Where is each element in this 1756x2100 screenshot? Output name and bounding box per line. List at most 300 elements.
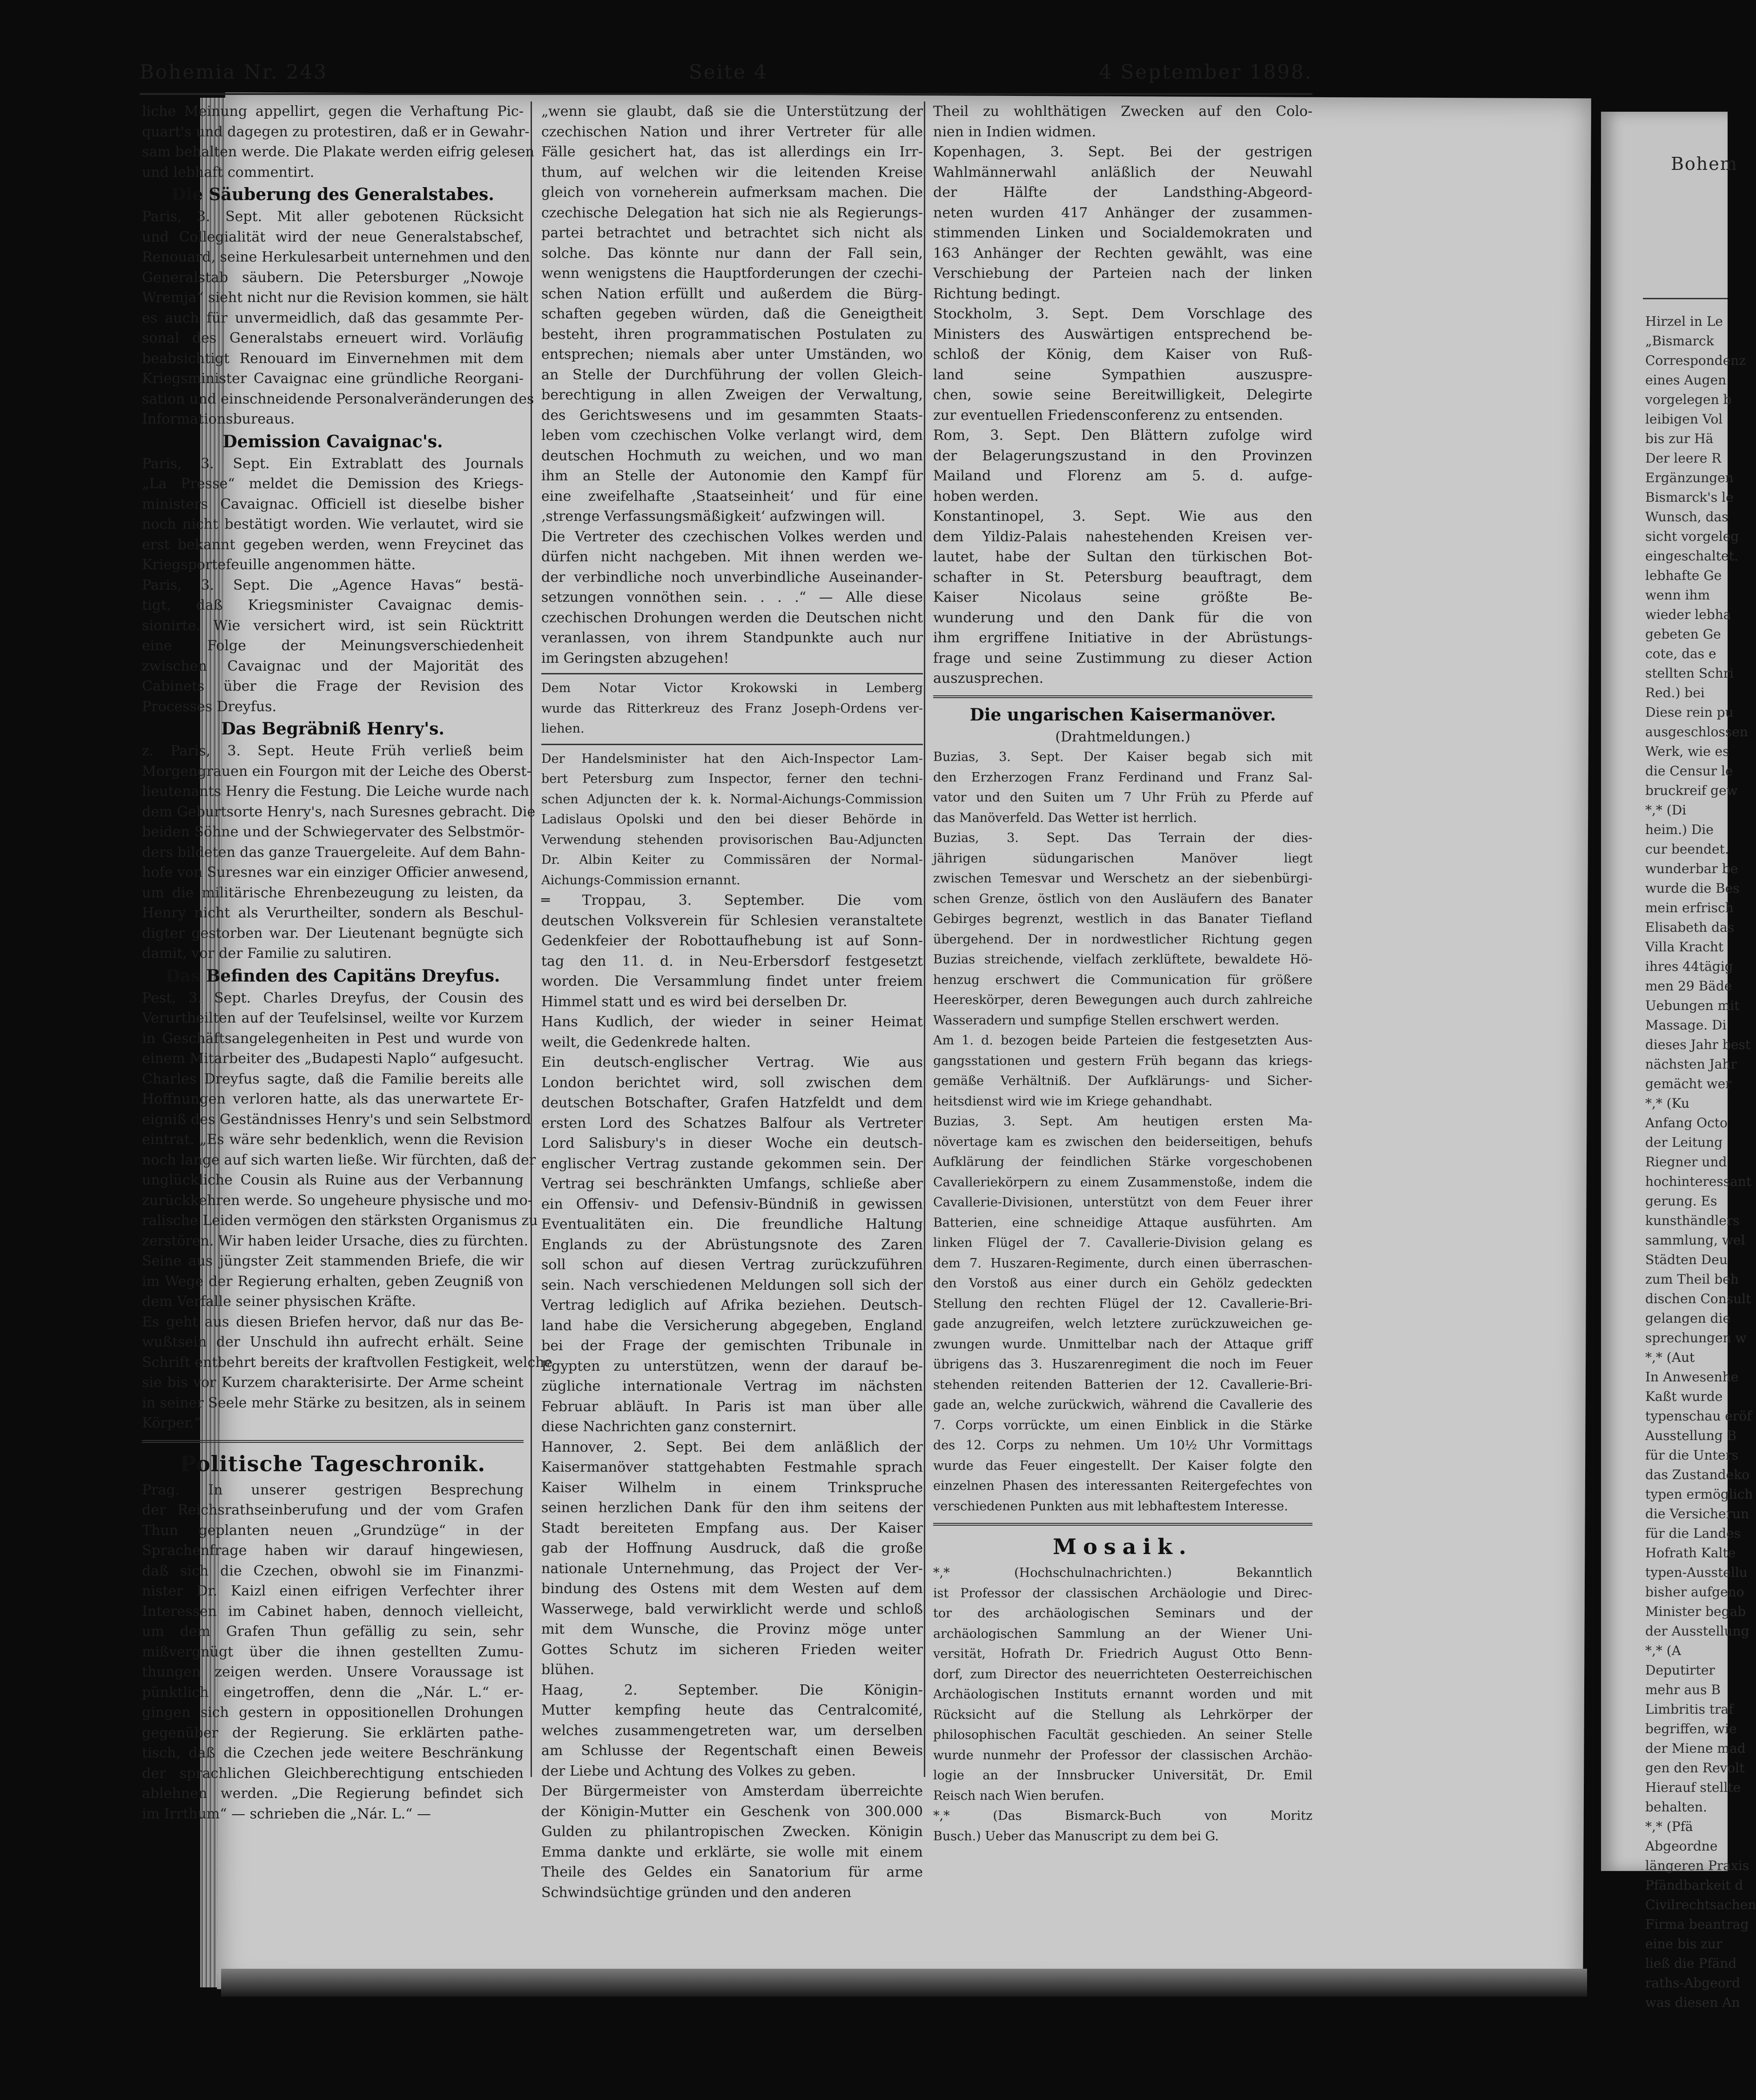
text-line: noch nicht bestätigt worden. Wie verlautet, wird sie xyxy=(142,516,524,532)
text-line: jährigen südungarischen Manöver liegt xyxy=(933,851,1312,866)
text-line: men 29 Bäde xyxy=(1645,978,1732,994)
text-line: frage und seine Zustimmung zu dieser Action xyxy=(933,650,1312,666)
text-line: ‚strenge Verfassungsmäßigkeit‘ aufzwingen will. xyxy=(541,508,886,525)
text-line: ralische Leiden vermögen den stärksten Organismus zu xyxy=(142,1212,538,1229)
text-line: Hofrath Kalte xyxy=(1645,1545,1736,1561)
text-line: ihm an Stelle der Autonomie den Kampf für xyxy=(541,468,923,484)
text-line: schloß der König, dem Kaiser von Ruß- xyxy=(933,346,1312,363)
text-line: einzelnen Phasen des interessanten Reitergefechtes von xyxy=(933,1479,1312,1493)
text-line: „wenn sie glaubt, daß sie die Unterstützung der xyxy=(541,103,923,120)
text-line: mißvergnügt über die ihnen gestellten Zumu- xyxy=(142,1643,524,1660)
text-line: lautet, habe der Sultan den türkischen Bot- xyxy=(933,549,1312,565)
text-line: Richtung bedingt. xyxy=(933,285,1061,302)
text-line: für die Unters xyxy=(1645,1447,1739,1463)
text-line: bisher aufgeno xyxy=(1645,1584,1744,1600)
text-line: Riegner und xyxy=(1645,1154,1727,1170)
text-line: Buzias, 3. Sept. Am heutigen ersten Ma- xyxy=(933,1114,1312,1129)
text-line: eines Augen xyxy=(1645,372,1727,388)
text-line: leibigen Vol xyxy=(1645,411,1723,427)
text-line: Renouard, seine Herkulesarbeit unternehmen und den xyxy=(142,249,530,265)
text-line: Lord Salisbury's in dieser Woche ein deutsch- xyxy=(541,1135,923,1151)
text-line: Civilrechtsachen xyxy=(1645,1897,1756,1912)
text-line: vorgelegen b xyxy=(1645,392,1732,407)
text-line: Verurtheilten auf der Teufelsinsel, weilte vor Kurzem xyxy=(142,1010,524,1026)
text-line: deutschen Hochmuth zu weichen, und wo man xyxy=(541,447,923,464)
section-rule xyxy=(142,1440,524,1443)
text-line: cote, das e xyxy=(1645,646,1716,661)
text-line: setzungen vonnöthen sein. . . .“ — Alle diese xyxy=(541,589,923,606)
text-line: Kopenhagen, 3. Sept. Bei der gestrigen xyxy=(933,144,1312,160)
text-line: henzug erschwert die Communication für größere xyxy=(933,972,1312,987)
text-line: schen Adjuncten der k. k. Normal-Aichungs-Commission xyxy=(541,792,923,807)
text-line: der Liebe und Achtung des Volkes zu geben. xyxy=(541,1763,856,1779)
text-line: thum, auf welchen wir die leitenden Kreise xyxy=(541,164,923,181)
text-line: sam behalten werde. Die Plakate werden eifrig gelesen xyxy=(142,144,535,160)
text-line: Cavallerie-Divisionen, unterstützt von dem Feuer ihrer xyxy=(933,1195,1312,1210)
article-body xyxy=(142,207,534,430)
text-line: zwischen Temesvar und Werschetz an der siebenbürgi- xyxy=(933,871,1312,886)
text-line: übrigens das 3. Huszarenregiment die noch im Feuer xyxy=(933,1357,1312,1372)
text-line: London berichtet wird, soll zwischen dem xyxy=(541,1074,923,1091)
text-line: bert Petersburg zum Inspector, ferner den techni- xyxy=(541,772,923,786)
text-line: czechischen Drohungen werden die Deutschen nicht xyxy=(541,609,923,626)
text-line: heitsdienst wird wie im Kriege gehandhabt. xyxy=(933,1094,1213,1109)
text-line: deutschen Botschafter, Grafen Hatzfeldt und dem xyxy=(541,1095,923,1111)
text-line: Haag, 2. September. Die Königin- xyxy=(541,1682,923,1698)
text-line: zwischen Cavaignac und der Majorität des xyxy=(142,658,524,674)
text-line: den Vorstoß aus einer durch ein Gehölz gedeckten xyxy=(933,1276,1312,1291)
text-line: ablehnen werden. „Die Regierung befindet sich xyxy=(142,1785,524,1802)
text-line: Es geht aus diesen Briefen hervor, daß nur das Be- xyxy=(142,1313,524,1330)
text-line: cur beendet. xyxy=(1645,841,1729,857)
text-line: In Anwesenhe xyxy=(1645,1369,1739,1385)
text-line: sprechungen w xyxy=(1645,1330,1747,1346)
text-line: Ministers des Auswärtigen entsprechend be- xyxy=(933,326,1312,343)
text-line: englischer Vertrag zustande gekommen sein. Der xyxy=(541,1155,923,1172)
text-line: „Bismarck xyxy=(1645,333,1714,349)
text-line: *,* (Pfä xyxy=(1645,1819,1693,1834)
text-line: Paris, 3. Sept. Mit aller gebotenen Rücksicht xyxy=(142,209,524,225)
text-line: Gedenkfeier der Robottaufhebung ist auf Sonn- xyxy=(541,933,923,949)
text-line: Gulden zu philantropischen Zwecken. Königin xyxy=(541,1824,923,1840)
text-line: soll schon auf diesen Vertrag zurückzuführen xyxy=(541,1257,923,1273)
text-line: wußtsein der Unschuld ihn aufrecht erhält. Seine xyxy=(142,1334,524,1350)
text-line: schen Grenze, östlich von den Ausläufern des Banater xyxy=(933,891,1312,906)
article-body xyxy=(933,747,1312,1516)
text-line: dem Verfalle seiner physischen Kräfte. xyxy=(142,1293,416,1310)
text-line: einem Mitarbeiter des „Budapesti Naplo“ aufgesucht. xyxy=(142,1050,524,1067)
text-line: Abgeordne xyxy=(1645,1838,1718,1854)
page-shadow xyxy=(221,1969,1587,1997)
text-line: Informationsbureaus. xyxy=(142,411,295,427)
text-line: liche Meinung appellirt, gegen die Verhaftung Pic- xyxy=(142,103,524,120)
text-line: entsprechen; niemals aber unter Umständen, wo xyxy=(541,346,923,363)
text-line: Der Bürgermeister von Amsterdam überreichte xyxy=(541,1783,923,1799)
text-line: der Leitung xyxy=(1645,1135,1723,1150)
text-line: die Censur le xyxy=(1645,763,1733,779)
text-line: heim.) Die xyxy=(1645,822,1714,837)
text-line: erst bekannt gegeben werden, wenn Freycinet das xyxy=(142,536,524,553)
text-line: Pfändbarkeit d xyxy=(1645,1878,1743,1893)
text-line: beabsichtigt Renouard im Einvernehmen mit dem xyxy=(142,350,524,367)
text-line: diese Nachrichten ganz consternirt. xyxy=(541,1419,797,1435)
text-line: gab der Hoffnung Ausdruck, daß die große xyxy=(541,1540,923,1556)
text-line: Minister begab xyxy=(1645,1604,1746,1619)
text-line: ein Offensiv- und Defensiv-Bündniß in gewissen xyxy=(541,1196,923,1212)
text-line: dem Geburtsorte Henry's, nach Suresnes gebracht. Die xyxy=(142,803,536,820)
text-line: längeren Praxis xyxy=(1645,1858,1749,1873)
text-line: zügliche internationale Vertrag im nächsten xyxy=(541,1378,923,1394)
text-line: Busch.) Ueber das Manuscript zu dem bei G. xyxy=(933,1829,1219,1844)
text-line: Anfang Octo xyxy=(1645,1115,1728,1131)
text-line: Ladislaus Opolski und den bei dieser Behörde in xyxy=(541,812,923,827)
text-line: nien in Indien widmen. xyxy=(933,123,1097,140)
text-line: digter gestorben war. Der Lieutenant begnügte sich xyxy=(142,925,524,942)
text-line: wurde die Bes xyxy=(1645,881,1740,896)
text-line: tag den 11. d. in Neu-Erbersdorf festgesetzt xyxy=(541,953,923,969)
text-line: stimmenden Linken und Socialdemokraten und xyxy=(933,225,1312,241)
text-line: Verwendung stehenden provisorischen Bau-Adjuncten xyxy=(541,832,923,847)
text-line: zur eventuellen Friedensconferenz zu entsenden. xyxy=(933,407,1283,424)
text-line: eine Folge der Meinungsverschiedenheit xyxy=(142,638,524,654)
text-line: dürfen nicht nachgeben. Mit ihnen werden we- xyxy=(541,549,923,565)
text-line: dorf, zum Director des neuerrichteten Oesterreichischen xyxy=(933,1667,1312,1682)
text-line: Vertrag sei beschränkten Umfangs, schließe aber xyxy=(541,1176,923,1192)
text-line: bindung des Ostens mit dem Westen auf dem xyxy=(541,1581,923,1597)
text-line: zerstören. Wir haben leider Ursache, dies zu fürchten. xyxy=(142,1232,529,1249)
text-line: Werk, wie es xyxy=(1645,744,1729,759)
text-line: Gottes Schutz im sicheren Frieden weiter xyxy=(541,1641,923,1658)
text-line: Paris, 3. Sept. Die „Agence Havas“ bestä- xyxy=(142,577,524,593)
text-line: logie an der Innsbrucker Universität, Dr. Emil xyxy=(933,1768,1312,1783)
text-line: sammlung, wel xyxy=(1645,1232,1745,1248)
text-line: *,* (A xyxy=(1645,1643,1681,1658)
text-line: Hoffnungen verloren hatte, als das unerwartete Er- xyxy=(142,1091,524,1107)
text-line: am Schlusse der Regentschaft einen Beweis xyxy=(541,1743,923,1759)
text-line: dem Yildiz-Palais nahestehenden Kreisen ver- xyxy=(933,528,1312,545)
text-line: Buzias, 3. Sept. Der Kaiser begab sich mit xyxy=(933,750,1312,764)
text-line: Elisabeth das xyxy=(1645,920,1735,935)
text-line: übergehend. Der in nordwestlicher Richtung gegen xyxy=(933,932,1312,947)
text-line: vator und den Suiten um 7 Uhr Früh zu Pferde auf xyxy=(933,790,1312,805)
text-line: linken Flügel der 7. Cavallerie-Division gelang es xyxy=(933,1236,1312,1250)
text-line: dieses Jahr best xyxy=(1645,1037,1751,1052)
text-line: stellten Schri xyxy=(1645,666,1734,681)
text-line: des 12. Corps zu nehmen. Um 10½ Uhr Vormittags xyxy=(933,1438,1312,1453)
text-line: lebhafte Ge xyxy=(1645,568,1722,583)
text-line: wunderbar be xyxy=(1645,861,1738,876)
text-line: Gebirges begrenzt, westlich in das Banater Tiefland xyxy=(933,912,1312,926)
text-line: schen Nation erfüllt und außerdem die Bürg- xyxy=(541,285,923,302)
issue-number: Bohemia Nr. 243 xyxy=(140,61,328,83)
text-line: ihres 44tägig xyxy=(1645,959,1733,974)
section-title: Demission Cavaignac's. xyxy=(222,431,443,451)
text-line: verschiedenen Punkten aus mit lebhaftestem Interesse. xyxy=(933,1499,1288,1514)
text-line: növertage kam es zwischen den beiderseitigen, behufs xyxy=(933,1134,1312,1149)
text-line: Ein deutsch-englischer Vertrag. Wie aus xyxy=(541,1054,923,1070)
text-line: gingen sich gestern in oppositionellen Drohungen xyxy=(142,1704,524,1721)
text-line: gen den Revolt xyxy=(1645,1760,1745,1776)
article-body xyxy=(541,1437,923,1680)
notice xyxy=(541,749,923,891)
text-line: *,* (Aut xyxy=(1645,1350,1695,1365)
text-line: Processes Dreyfus. xyxy=(142,698,277,715)
text-line: zum Theil beh xyxy=(1645,1272,1739,1287)
text-line: Wremja“ sieht nicht nur die Revision kommen, sie hält xyxy=(142,289,529,306)
text-line: Kaiser Wilhelm in einem Trinkspruche xyxy=(541,1479,923,1496)
text-line: Ausstellung B xyxy=(1645,1428,1737,1443)
text-line: Konstantinopel, 3. Sept. Wie aus den xyxy=(933,508,1312,525)
text-line: thungen zeigen werden. Unsere Voraussage ist xyxy=(142,1664,524,1680)
text-line: im Wege der Regierung erhalten, geben Zeugniß von xyxy=(142,1273,524,1290)
text-line: schaften gegeben würden, daß die Geneigtheit xyxy=(541,306,923,322)
text-line: ═ Troppau, 3. September. Die vom xyxy=(541,892,923,909)
text-line: *,* (Di xyxy=(1645,802,1687,818)
text-line: Wahlmännerwahl anläßlich der Neuwahl xyxy=(933,164,1312,181)
text-line: unglückliche Cousin als Ruine aus der Verbannung xyxy=(142,1172,524,1188)
text-line: daß sich die Czechen, obwohl sie im Finanzmi- xyxy=(142,1562,524,1579)
text-line: Rücksicht auf die Stellung als Lehrkörper der xyxy=(933,1707,1312,1722)
text-line: wurde das Feuer eingestellt. Der Kaiser folgte den xyxy=(933,1458,1312,1473)
adjacent-page-fragment xyxy=(1601,112,1756,2010)
text-line: im Geringsten abzugehen! xyxy=(541,650,729,666)
text-line: ihm ergriffene Initiative in der Abrüstungs- xyxy=(933,630,1312,646)
text-line: sicht vorgeleg xyxy=(1645,529,1739,544)
text-line: typen ermöglich xyxy=(1645,1487,1753,1502)
text-line: Charles Dreyfus sagte, daß die Familie bereits alle xyxy=(142,1070,524,1087)
text-line: Himmel statt und es wird bei derselben Dr. xyxy=(541,993,848,1010)
section-title: Das Begräbniß Henry's. xyxy=(221,719,444,739)
text-line: der Reichsrathseinberufung und der vom Grafen xyxy=(142,1502,524,1518)
text-line: Kriegsminister Cavaignac eine gründliche Reorgani- xyxy=(142,370,524,387)
text-line: gebeten Ge xyxy=(1645,626,1721,642)
article-body xyxy=(142,454,524,717)
text-line: Henry nicht als Verurtheilter, sondern als Beschul- xyxy=(142,905,524,921)
text-line: besteht, ihren programmatischen Postulaten zu xyxy=(541,326,923,343)
text-line: Prag. In unserer gestrigen Besprechung xyxy=(142,1481,524,1498)
text-line: neten wurden 417 Anhänger der zusammen- xyxy=(933,204,1312,221)
text-line: philosophischen Facultät geschieden. An seiner Stelle xyxy=(933,1728,1312,1742)
text-line: Batterien, eine schneidige Attaque ausführten. Am xyxy=(933,1215,1312,1230)
text-line: es auch für unvermeidlich, daß das gesammte Per- xyxy=(142,310,524,326)
text-line: partei betrachtet und betrachtet sich nicht als xyxy=(541,225,923,241)
text-line: Der leere R xyxy=(1645,451,1722,466)
text-line: Stadt bereiteten Empfang aus. Der Kaiser xyxy=(541,1520,923,1536)
text-line: Verschiebung der Parteien nach der linken xyxy=(933,265,1312,282)
text-line: Fälle gesichert hat, das ist allerdings ein Irr- xyxy=(541,144,923,160)
text-line: Wunsch, das xyxy=(1645,509,1729,525)
text-line: gade an, welche zurückwich, während die Cavallerie des xyxy=(933,1398,1312,1412)
text-line: welches zusammengetreten war, um derselben xyxy=(541,1722,923,1739)
text-line: den Erzherzogen Franz Ferdinand und Franz Sal- xyxy=(933,770,1312,785)
text-line: Hannover, 2. Sept. Bei dem anläßlich der xyxy=(541,1439,923,1455)
adjacent-page-column xyxy=(1645,312,1756,2012)
text-line: gegenüber der Regierung. Sie erklärten pathe- xyxy=(142,1724,524,1741)
text-line: um die militärische Ehrenbezeugung zu leisten, da xyxy=(142,884,524,901)
text-line: Buzias streichende, vielfach zerklüftete, bewaldete Hö- xyxy=(933,952,1312,967)
page-number: Seite 4 xyxy=(689,61,768,83)
article-body xyxy=(142,741,536,964)
article-body xyxy=(142,988,553,1434)
text-line: gangsstationen und gestern Früh begann das kriegs- xyxy=(933,1053,1312,1068)
text-line: eintrat. „Es wäre sehr bedenklich, wenn die Revision xyxy=(142,1131,524,1148)
article-body xyxy=(142,101,535,182)
text-line: zwungen wurde. Unmittelbar nach der Attaque griff xyxy=(933,1337,1312,1352)
text-line: ist Professor der classischen Archäologie und Direc- xyxy=(933,1586,1312,1601)
text-line: Städten Deu xyxy=(1645,1252,1728,1267)
text-line: begriffen, wie xyxy=(1645,1721,1737,1737)
text-line: berechtigung in allen Zweigen der Verwaltung, xyxy=(541,387,923,403)
section-rule xyxy=(541,744,923,745)
text-line: Kaisermanöver stattgehabten Festmahle sprach xyxy=(541,1459,923,1475)
text-line: hoben werden. xyxy=(933,488,1039,505)
text-line: czechischen Nation und ihrer Vertreter für alle xyxy=(541,123,923,140)
column-divider xyxy=(531,101,532,1777)
text-line: Uebungen mit xyxy=(1645,998,1740,1013)
text-line: Seine aus jüngster Zeit stammenden Briefe, die wir xyxy=(142,1253,524,1269)
text-line: Ergänzungen xyxy=(1645,470,1734,485)
text-line: wurde das Ritterkreuz des Franz Joseph-Ordens ver- xyxy=(541,701,923,716)
text-line: Interessen im Cabinet haben, dennoch vielleicht, xyxy=(142,1603,524,1620)
article-body xyxy=(142,1480,524,1824)
text-line: sein. Nach verschiedenen Meldungen soll sich der xyxy=(541,1277,923,1293)
text-line: Egypten zu unterstützen, wenn der darauf be- xyxy=(541,1358,923,1374)
text-line: czechische Delegation hat sich nie als Regierungs- xyxy=(541,204,923,221)
text-line: wunderung und den Dank für die von xyxy=(933,609,1312,626)
text-line: schafter in St. Petersburg beauftragt, dem xyxy=(933,569,1312,586)
text-line: Der Handelsminister hat den Aich-Inspector Lam- xyxy=(541,751,923,766)
text-line: Correspondenz xyxy=(1645,353,1746,368)
text-line: Schwindsüchtige gründen und den anderen xyxy=(541,1884,852,1901)
running-header xyxy=(140,61,1312,88)
text-line: Rom, 3. Sept. Den Blättern zufolge wird xyxy=(933,427,1312,444)
text-line: quart's und dagegen zu protestiren, daß er in Gewahr- xyxy=(142,123,530,140)
text-line: typen-Ausstellu xyxy=(1645,1565,1748,1580)
text-line: raths-Abgeord xyxy=(1645,1975,1740,1991)
text-line: Hans Kudlich, der wieder in seiner Heimat xyxy=(541,1014,923,1030)
text-line: dischen Consult xyxy=(1645,1291,1751,1306)
text-line: wenn ihm xyxy=(1645,587,1710,603)
text-line: *,* (Hochschulnachrichten.) Bekanntlich xyxy=(933,1566,1312,1580)
text-line: pünktlich eingetroffen, denn die „Nár. L.“ er- xyxy=(142,1684,524,1701)
section-title: Die ungarischen Kaisermanöver. xyxy=(969,705,1276,725)
text-line: Cavalleriekörpern zu einem Zusammenstoße, indem die xyxy=(933,1175,1312,1190)
text-line: eine zweifelhafte ‚Staatseinheit‘ und für eine xyxy=(541,488,923,505)
text-line: gleich von vorneherein aufmerksam machen. Die xyxy=(541,184,923,201)
text-line: stehenden reitenden Batterien der 12. Cavallerie-Bri- xyxy=(933,1377,1312,1392)
text-line: in Geschäftsangelegenheiten in Pest und wurde von xyxy=(142,1030,524,1047)
text-line: der Miene mad xyxy=(1645,1741,1746,1756)
text-line: ders bildeten das ganze Trauergeleite. Auf dem Bahn- xyxy=(142,844,525,861)
text-line: Firma beantrag xyxy=(1645,1917,1749,1932)
text-line: ausgeschlossen xyxy=(1645,724,1748,740)
text-line: mein erfrisch xyxy=(1645,900,1734,915)
text-line: Februar abläuft. In Paris ist man über alle xyxy=(541,1398,923,1415)
text-line: Stellung den rechten Flügel der 12. Cavallerie-Bri- xyxy=(933,1296,1312,1311)
text-line: für die Landes xyxy=(1645,1526,1741,1541)
text-line: Schrift entbehrt bereits der kraftvollen Festigkeit, welche xyxy=(142,1354,553,1371)
text-line: Dem Notar Victor Krokowski in Lemberg xyxy=(541,681,923,695)
text-line: Diese rein pu xyxy=(1645,705,1734,720)
issue-date: 4 September 1898. xyxy=(1099,61,1312,83)
text-line: wieder lebha xyxy=(1645,607,1731,622)
text-line: Aichungs-Commission ernannt. xyxy=(541,873,740,888)
text-line: blühen. xyxy=(541,1662,595,1678)
text-line: was diesen An xyxy=(1645,1995,1740,2010)
column-2 xyxy=(541,101,923,1903)
text-line: Stockholm, 3. Sept. Dem Vorschlage des xyxy=(933,306,1312,322)
section-subtitle: (Drahtmeldungen.) xyxy=(1055,728,1191,745)
text-line: Emma dankte und erklärte, sie wolle mit einem xyxy=(541,1844,923,1860)
text-line: 163 Anhänger der Rechten gewählt, was eine xyxy=(933,245,1312,262)
text-line: wurde nunmehr der Professor der classischen Archäo- xyxy=(933,1748,1312,1763)
text-line: Eventualitäten ein. Die freundliche Haltung xyxy=(541,1216,923,1232)
text-line: der Königin-Mutter ein Geschenk von 300.000 xyxy=(541,1803,923,1820)
text-line: Paris, 3. Sept. Ein Extrablatt des Journals xyxy=(142,455,524,472)
column-3 xyxy=(933,101,1312,1846)
text-line: versität, Hofrath Dr. Friedrich August Otto Benn- xyxy=(933,1647,1312,1661)
column-divider xyxy=(924,101,925,1777)
text-line: hofe von Suresnes war ein einziger Officier anwesend, xyxy=(142,864,529,881)
text-line: lieutenants Henry die Festung. Die Leiche wurde nach xyxy=(142,783,529,800)
text-line: Reisch nach Wien berufen. xyxy=(933,1788,1104,1803)
text-line: behalten. xyxy=(1645,1799,1707,1815)
text-line: bruckreif gew xyxy=(1645,783,1738,798)
text-line: Bismarck's le xyxy=(1645,490,1734,505)
text-line: Heereskörper, deren Bewegungen auch durch zahlreiche xyxy=(933,993,1312,1007)
text-line: Hierauf stellte xyxy=(1645,1780,1741,1795)
text-line: Massage. Di xyxy=(1645,1017,1727,1033)
text-line: z. Paris, 3. Sept. Heute Früh verließ beim xyxy=(142,743,524,759)
article-body xyxy=(541,1052,923,1437)
text-line: eingeschaltet. xyxy=(1645,548,1738,564)
text-line: deutschen Volksverein für Schlesien veranstaltete xyxy=(541,912,923,929)
text-line: typenschau eröf xyxy=(1645,1408,1752,1424)
text-line: gerung. Es xyxy=(1645,1193,1717,1209)
text-line: wenn wenigstens die Hauptforderungen der czechi- xyxy=(541,265,923,282)
text-line: dem 7. Huszaren-Regimente, durch einen überraschen- xyxy=(933,1256,1312,1271)
adjacent-page-header: Bohem xyxy=(1671,154,1738,174)
text-line: *,* (Das Bismarck-Buch von Moritz xyxy=(933,1809,1312,1823)
text-line: Thun geplanten neuen „Grundzüge“ in der xyxy=(142,1522,524,1539)
text-line: der Belagerungszustand in den Provinzen xyxy=(933,447,1312,464)
text-line: bei der Frage der gemischten Tribunale in xyxy=(541,1338,923,1354)
text-line: in seiner Seele mehr Stärke zu besitzen, als in seinem xyxy=(142,1394,526,1411)
text-line: „La Presse“ meldet die Demission des Kriegs- xyxy=(142,476,524,492)
text-line: Morgengrauen ein Fourgon mit der Leiche des Oberst- xyxy=(142,763,532,780)
text-line: bis zur Hä xyxy=(1645,431,1714,446)
text-line: Die Vertreter des czechischen Volkes werden und xyxy=(541,528,923,545)
text-line: gade anzugreifen, welch letztere zurückzuweichen ge- xyxy=(933,1317,1312,1331)
text-line: Villa Kracht xyxy=(1645,939,1724,955)
text-line: Theil zu wohlthätigen Zwecken auf den Colo- xyxy=(933,103,1312,120)
text-line: Hirzel in Le xyxy=(1645,314,1723,329)
text-line: und Collegialität wird der neue Generalstabschef, xyxy=(142,229,524,245)
text-line: land habe die Versicherung abgegeben, England xyxy=(541,1317,923,1334)
text-line: Archäologischen Instituts ernannt worden und mit xyxy=(933,1687,1312,1702)
section-rule xyxy=(933,695,1312,698)
text-line: Kaiser Nicolaus seine größte Be- xyxy=(933,589,1312,606)
text-line: tor des archäologischen Seminars und der xyxy=(933,1606,1312,1621)
text-line: Körper.“ xyxy=(142,1415,201,1431)
text-line: Sprachenfrage haben wir darauf hingewiesen, xyxy=(142,1542,524,1559)
text-line: hochinteressant xyxy=(1645,1174,1752,1189)
text-line: kunsthändlers xyxy=(1645,1213,1740,1228)
text-line: zurückkehren werde. So ungeheure physische und mo- xyxy=(142,1192,532,1209)
text-line: Red.) bei xyxy=(1645,685,1705,700)
text-line: nationale Unternehmung, das Project der Ver- xyxy=(541,1560,923,1577)
text-line: und lebhaft commentirt. xyxy=(142,164,315,181)
